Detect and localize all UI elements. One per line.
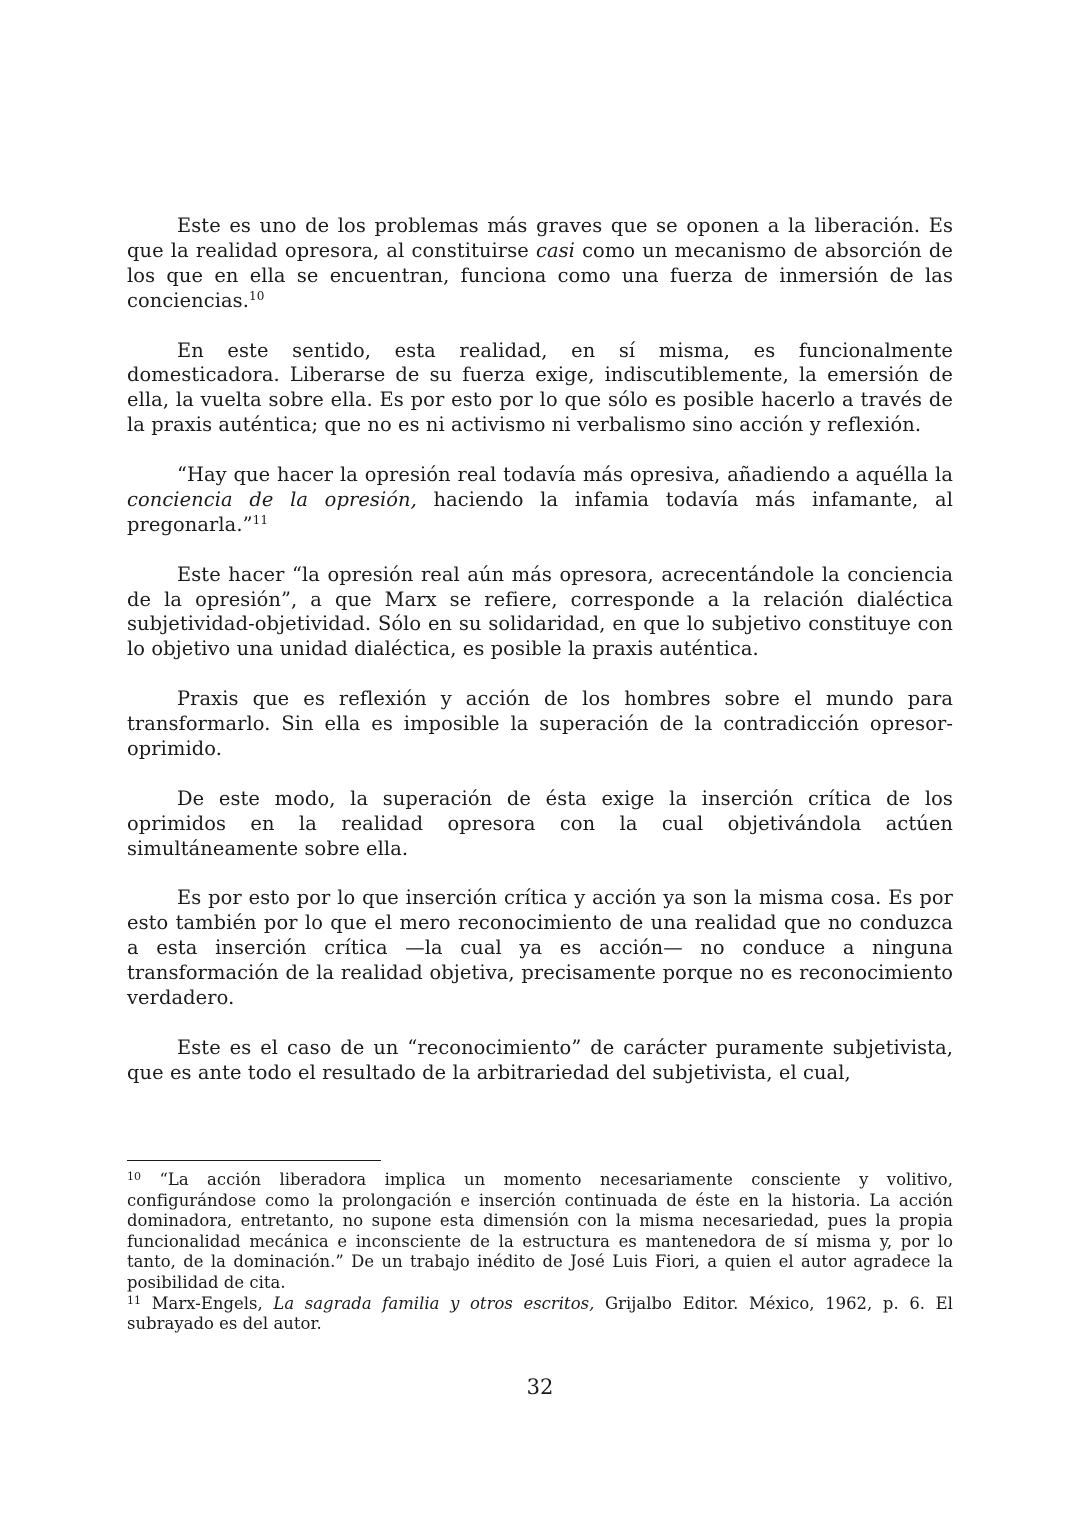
paragraph-4: Este hacer “la opresión real aún más opresora, acrecentándole la conciencia de la opresión”, a que Marx se refiere, corresponde a la relación dialéctica subjetividad-objetividad. Sólo en su solidaridad, en que lo subjetivo constituye con lo objetivo una unidad dialéctica, es posible la praxis auténtica. bbox=[127, 562, 953, 661]
paragraph-1-text-a: Este es uno de los problemas más graves que se oponen a la liberación. Es que la realidad opresora, al constituirse bbox=[127, 214, 953, 262]
footnote-11-number: 11 bbox=[127, 1293, 142, 1307]
paragraph-3 bbox=[127, 463, 953, 538]
paragraph-8: Este es el caso de un “reconocimiento” de carácter puramente subjetivista, que es ante todo el resultado de la arbitrariedad del subjetivista, el cual, bbox=[127, 1035, 953, 1084]
paragraph-3-text-c: haciendo la infamia todavía más infamante, al pregonarla.” bbox=[127, 487, 953, 536]
footnote-11 bbox=[127, 1294, 953, 1335]
footnote-ref-10[interactable]: 10 bbox=[248, 288, 265, 303]
paragraph-1-emphasis: casi bbox=[535, 238, 575, 262]
footnote-10-text: “La acción liberadora implica un momento necesariamente consciente y volitivo, configurándose como la prolongación e inserción continuada de éste en la historia. La acción dominadora, entretanto, no supone esta dimensión con la misma necesariedad, pues la propia funcionalidad mecánica e inconsciente de la estructura es mantenedora de sí misma y, por lo tanto, de la dominación.” De un trabajo inédito de José Luis Fiori, a quien el autor agradece la posibilidad de cita. bbox=[127, 1170, 953, 1292]
footnote-11-text-c: Grijalbo Editor. México, 1962, p. 6. El subrayado es del autor. bbox=[127, 1293, 953, 1334]
footnote-10 bbox=[127, 1170, 953, 1294]
paragraph-5: Praxis que es reflexión y acción de los hombres sobre el mundo para transformarlo. Sin ella es imposible la superación de la contradicción opresor-oprimido. bbox=[127, 687, 953, 760]
paragraph-7: Es por esto por lo que inserción crítica y acción ya son la misma cosa. Es por esto también por lo que el mero reconocimiento de una realidad que no conduzca a esta inserción crítica —la cual ya es acción— no conduce a ninguna transformación de la realidad objetiva, precisamente porque no es reconocimiento verdadero. bbox=[127, 886, 953, 1009]
paragraph-2: En este sentido, esta realidad, en sí misma, es funcionalmente domesticadora. Liberarse de su fuerza exige, indiscutiblemente, la emersión de ella, la vuelta sobre ella. Es por esto por lo que sólo es posible hacerlo a través de la praxis auténtica; que no es ni activismo ni verbalismo sino acción y reflexión. bbox=[127, 338, 953, 437]
main-text bbox=[127, 214, 953, 1086]
page-number: 32 bbox=[526, 1375, 554, 1399]
footnote-separator bbox=[127, 1160, 381, 1161]
footnote-11-title: La sagrada familia y otros escritos, bbox=[273, 1293, 595, 1313]
paragraph-1 bbox=[127, 214, 953, 314]
footnote-ref-11[interactable]: 11 bbox=[252, 512, 269, 527]
footnote-11-text-a: Marx-Engels, bbox=[141, 1293, 274, 1313]
paragraph-6: De este modo, la superación de ésta exige la inserción crítica de los oprimidos en la realidad opresora con la cual objetivándola actúen simultáneamente sobre ella. bbox=[127, 786, 953, 860]
paragraph-3-emphasis: conciencia de la opresión, bbox=[127, 487, 417, 511]
paragraph-1-text-c: como un mecanismo de absorción de los que en ella se encuentran, funciona como una fuerza de inmersión de las conciencias. bbox=[127, 238, 953, 312]
paragraph-3-text-a: “Hay que hacer la opresión real todavía más opresiva, añadiendo a aquélla la bbox=[177, 463, 953, 487]
footnote-10-number: 10 bbox=[127, 1170, 142, 1183]
footnotes bbox=[127, 1170, 953, 1335]
